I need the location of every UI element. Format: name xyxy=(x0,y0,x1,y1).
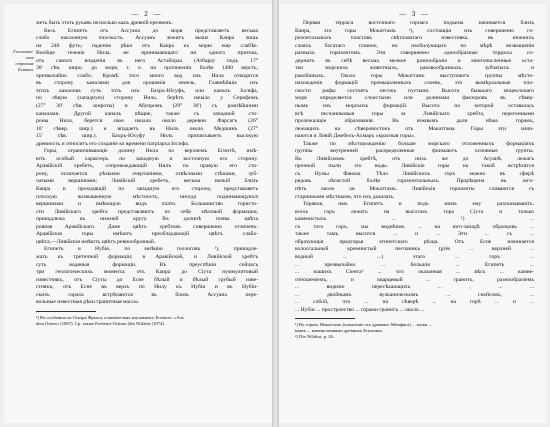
text-line: жатъ къ третичной формаціи; в Аравійской, и Ливійской хребтъ xyxy=(36,253,258,260)
text-line: ровная Аравійскаго. Даже цвѣтъ хребтовъ совершенно отличенъ: xyxy=(36,223,258,230)
page-number-right: — 3 — xyxy=(399,10,430,18)
footnote-rule xyxy=(36,311,96,312)
text-line: колоссальный кремнистый песчаникъ (grès ... верхней ... xyxy=(295,246,534,253)
text-line: всехъ горъ лежатъ на высотахъ гора Сіута и только xyxy=(295,208,534,215)
text-line: на 246 футъ; падение рѣки отъ Каира къ морю еще слабѣе. xyxy=(36,42,258,49)
text-line: нахожденія формацій промышленныхъ слоевъ, это вымѣрзальные пло- xyxy=(295,80,534,87)
text-line: ризонтальныхъ пластовъ свѣтловатаго известняка, въ нижнихъ xyxy=(295,35,534,42)
text-line: отъ самого впаденія въ него Астабораа (Атбара) подъ 17° xyxy=(36,57,258,64)
text-line: сти Ливійскаго хребта представляютъ из себя мѣловой формации, xyxy=(36,208,258,215)
footnote-rule xyxy=(295,318,355,319)
text-line: прочной пыли эго воды. Ливійскіе горы на такой встрѣтятся xyxy=(295,163,534,170)
footnote-line: ¹) Въ горахъ Мокаттамъ (покаленіе отъ древняго Мемфиса) ... мужи ... xyxy=(295,322,432,328)
text-line: Египетъ и Нубія, по мнѣнію геологовъ ¹), принадле- xyxy=(44,246,258,253)
left-footnotes xyxy=(36,315,258,327)
text-line: наются и Ливій Джебель-Ахмаръ «красныя горы». xyxy=(295,133,416,140)
left-body-text xyxy=(36,20,258,307)
text-line: ... видимо пересѣкающихъ ... , ... ... xyxy=(295,284,534,291)
text-line: группы внутренней распределенные фнимаютъ основные грунты. xyxy=(295,148,534,155)
text-line: Каира и проходящій по западную его сторону, представляетъ xyxy=(36,186,258,193)
text-line: скихъ горахъ встрѣчаются въ близъ Ассуана пере- xyxy=(36,291,258,298)
text-line: Вообще теченіе Нила, не принимающаго ни одного притока, xyxy=(36,50,258,57)
text-line: отношеніемъ, и кварцевый ... гранитъ, разнообразіемъ xyxy=(295,276,534,283)
text-line: каналами. Другой каналъ вѣщие, также съ западной сто- xyxy=(36,110,258,117)
text-line: пролежалщіе образованія. Въ южнымъ дали нѣма горамъ, xyxy=(295,118,534,125)
text-line: 10' сѣвер. шир.) и впадаетъ въ Нилъ около Медшинъ (27° xyxy=(36,125,258,132)
text-line: Каира, это горы Мокаттамъ ¹), состоящія изъ совершенно го- xyxy=(295,27,534,34)
text-line: ракобиныхъ. Около горы Мокаттамъ выступаютъ группы мѣсто- xyxy=(295,72,534,79)
text-line: Горы, ограничивающіе долину Нила по верхнемъ Египтѣ, имѣ- xyxy=(44,148,258,155)
text-line: этихъ каналовъ суть тотъ изъ: Бахръ-Юсуфъ, или каналъ Іосифа, xyxy=(36,87,258,94)
text-line: скости рифы состоятъ песокъ пустыни. Высота бывшаго моцеклонаго xyxy=(295,87,534,94)
text-line: роны Нила, берется свое начало около деревни Фарсагъ (26° xyxy=(36,118,258,125)
text-line: съ Нумы Фаюма. Тѣло Ливійскихъ горъ можно въ сферѣ xyxy=(295,170,534,177)
text-line: жеть быть этоть рукавъ несколько какъ древній ерезвонъ. xyxy=(36,20,173,26)
text-line: вершинами и имѣющую видъ плато. Большинство гористо- xyxy=(36,201,258,208)
text-line: образующія предгорья египетскаго рѣзца. Отъ Есне начинается xyxy=(295,238,534,245)
text-line: стнякъ; отъ Есне въ верхъ по Нилу къ Нубіи и въ Нубіи- xyxy=(36,284,258,291)
text-line: ... двойнымъ вулканическимъ ... гнейсомъ, ... xyxy=(295,291,534,298)
text-line: ... нашихъ Сіента² ... что оказанная ... вѣсъ ... камне- xyxy=(295,269,534,276)
footnote-line: ²) Die Nilfahrt, p. 26. xyxy=(295,334,335,340)
text-line: рону, отличается рѣзкими очертаніями, отвѣсными стѣнами, зуб- xyxy=(36,170,258,177)
text-line: (27° 30' сѣв. широты) и Абуиромъ (29° 30') съ разнѣйшими xyxy=(36,103,258,110)
text-line: Весь Египетъ отъ Ассуана до моря представляетъ весьма xyxy=(44,27,258,34)
text-line: плоскую возвышенную мѣстность, иногда поднимающуюся xyxy=(36,193,258,200)
right-page xyxy=(279,4,546,423)
text-line: 30' сѣв. широ. до моря, т. е. на протяженіи болѣе 1400 версть, xyxy=(36,65,258,72)
text-line: держатъ въ себѣ весьма мелкое разнообразіе и многочисленные оста- xyxy=(295,57,534,64)
text-line: Также по мѣсторожденію больше морскаго отложенныхъ формаціяхъ xyxy=(303,140,534,147)
text-line: водный ... ...) этаго ... горъ ... xyxy=(295,253,534,260)
text-line: Аравійскій хребетъ, сопровождающій Нилъ по правую его сто- xyxy=(36,163,258,170)
text-line: нымъ изъ морскихъ формацій. Высота на которой оставалась xyxy=(295,103,534,110)
text-line: слояхъ богатаго глиною, но изобилующаго по мѣрѣ возвышенія xyxy=(295,42,534,49)
text-line: известнякъ, отъ Сіуты до Есне бѣлый и бѣлый грубый изве- xyxy=(36,276,258,283)
text-line: Первая терраса восточнаго горнаго подъема начинается близъ xyxy=(303,20,534,26)
footnote-line: dem Orient» (1867). Ср. также Frobenst-Ochsen (die Nilfahrt (1874). xyxy=(36,320,165,326)
text-line: ... Нубіи ... пространство ... горами гранитъ ... около ... xyxy=(295,306,425,313)
text-line: древность и относитъ его созданіе ко времени патріарха Іосифа. xyxy=(36,140,190,147)
text-line: цвѣта,—Ливійскія имѣютъ цвѣтъ ревнообразный. xyxy=(36,238,156,245)
book-gutter xyxy=(272,0,279,427)
footnote-line: нымъ ... каменоломнями древнихъ Египтянъ. xyxy=(295,328,383,334)
text-line: принадлежа къ нижней кругу. Въ долинѣ почва цвѣта xyxy=(36,216,258,223)
text-line: Аравійскія горы имѣютъ преобладающій цвѣтъ слабо- xyxy=(36,231,258,238)
margin-note-line: ское строение xyxy=(15,55,34,66)
text-line: ... собой, что ... на сѣверѣ ... на горѣ ... и ... xyxy=(295,299,534,306)
margin-note-line: Геологиче- xyxy=(13,49,34,54)
margin-note xyxy=(8,49,34,73)
page-number-left: — 2 — xyxy=(131,10,163,18)
text-line: Въ Ливійскомъ хребтѣ, отъ нихъ же до Асуанѣ, лежатъ xyxy=(295,155,534,162)
text-line: моря определяется слоистыми или долинами факторовъ въ сѣвер- xyxy=(295,95,534,102)
text-line: всѣ песчаниковыя горы за Ливійскаго хребта, перегонными xyxy=(295,110,534,117)
text-line: съ того горъ, мы виднѣемъ ... на юго-западѣ образцовъ ... xyxy=(295,223,534,230)
footnote-line: ¹) Въ особенности Оскара Фрааса, основательно изучавшаго Египетъ: «Aus xyxy=(36,314,184,320)
text-line: разныхъ горизонтомъ. Эти совершенно однообразные террасы со- xyxy=(295,50,534,57)
right-footnotes xyxy=(295,322,534,340)
text-line: рядовъ лѣсистой болѣе горизонтальныхъ. Прорѣщена въ юго- xyxy=(295,178,534,185)
text-line: старинными мѣстными, что ихъ доказать. xyxy=(295,193,395,200)
text-line: 15' сѣв. шир.). Бахръ-Юсуфу Нилъ приписываетъ высокую xyxy=(36,133,258,140)
text-line: суть водяныя формаціи. Въ преуспѣніи сейчасъ xyxy=(36,261,258,268)
text-line: въ сторону каналами для орошенія земель. Главнѣйшіе изъ xyxy=(36,80,258,87)
text-line: тки морскихъ животныхъ, раковообразныхъ, зубчатыхъ и xyxy=(295,65,534,72)
text-line: каменистыхъ ... ¹) ... xyxy=(295,216,534,223)
margin-note-line: Египта. xyxy=(17,67,34,72)
text-line: лежащихъ на сѣверовостокъ отъ Мокаттама. Горы эти начи- xyxy=(295,125,534,132)
left-page xyxy=(4,4,272,423)
text-line: также тамъ высится ... и ... Эти ... съ ... xyxy=(295,231,534,238)
text-line: чрезвычайно слабо. Кромѣ того много вод изъ Нила отводится xyxy=(36,72,258,79)
text-line: Теряющ имъ Египетъ и подъ нимъ ему разсказываютъ. xyxy=(303,201,534,208)
text-line: вольные известныя рѣки гранитныя массы. xyxy=(36,299,140,306)
text-line: по лѣвую (западную) сторону Нила, берѣтъ начало у Серифомъ xyxy=(36,95,258,102)
text-line: слабо наклонную плоскость. Ассуанъ лежитъ выше Каира лишь xyxy=(36,35,258,42)
text-line: ... чрезвычайно ... большія ... Египетъ ... xyxy=(295,261,534,268)
text-line: чатыми вершинами; Ливійскій хребетъ, весьма низкій близъ xyxy=(36,178,258,185)
text-line: три геологическихъ момента: отъ Каира до Сіута нуммулитовый xyxy=(36,269,258,276)
right-body-text xyxy=(295,20,534,314)
text-line: ютъ особый характеръ по западную и восточную его сторону. xyxy=(36,155,258,162)
text-line: нѣтъ около ли Мокаттамъ. Ливійскія горизонты сливаются съ xyxy=(295,186,534,193)
